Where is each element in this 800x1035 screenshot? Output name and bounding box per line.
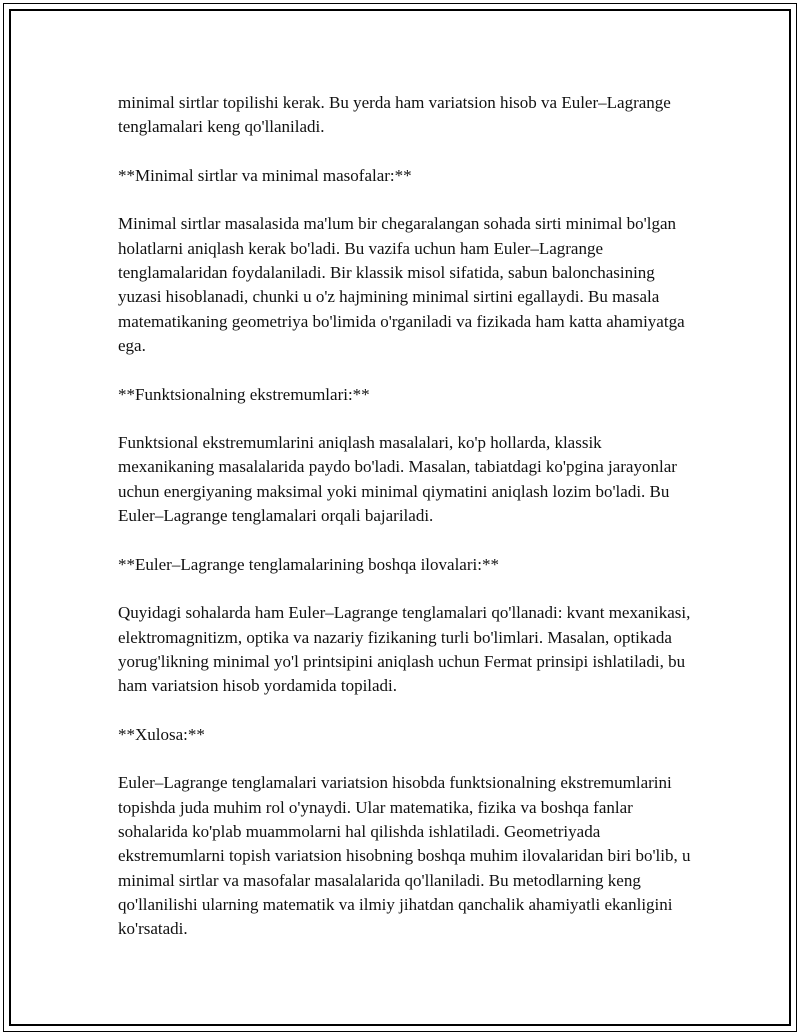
heading-minimal-surfaces: **Minimal sirtlar va minimal masofalar:** xyxy=(118,165,412,185)
paragraph-conclusion: Euler–Lagrange tenglamalari variatsion hisobda funktsionalning ekstremumlarini topishda juda muhim rol o'ynaydi. Ular matematika, fizika va boshqa fanlar sohalarida ko'plab muammolarni hal qilishda ishlatiladi. Geometriyada ekstremumlarni topish variatsion hisobning boshqa muhim ilovalaridan biri bo'lib, u minimal sirtlar va masofalar masalalarida qo'llaniladi. Bu metodlarning keng qo'llanilishi ularning matematik va ilmiy jihatdan qanchalik ahamiyatli ekanligini ko'rsatadi. xyxy=(118,773,691,939)
heading-functional-extrema: **Funktsionalning ekstremumlari:** xyxy=(118,384,370,404)
heading-conclusion: **Xulosa:** xyxy=(118,724,205,744)
paragraph-functional-extrema: Funktsional ekstremumlarini aniqlash masalalari, ko'p hollarda, klassik mexanikaning masalalarida paydo bo'ladi. Masalan, tabiatdagi ko'pgina jarayonlar uchun energiyaning maksimal yoki minimal qiymatini aniqlash lozim bo'ladi. Bu Euler–Lagrange tenglamalari orqali bajariladi. xyxy=(118,433,677,526)
document-body xyxy=(118,91,693,941)
heading-other-applications: **Euler–Lagrange tenglamalarining boshqa ilovalari:** xyxy=(118,554,499,574)
paragraph-intro-continuation: minimal sirtlar topilishi kerak. Bu yerda ham variatsion hisob va Euler–Lagrange tenglamalari keng qo'llaniladi. xyxy=(118,93,671,137)
paragraph-minimal-surfaces: Minimal sirtlar masalasida ma'lum bir chegaralangan sohada sirti minimal bo'lgan holatlarni aniqlash kerak bo'ladi. Bu vazifa uchun ham Euler–Lagrange tenglamalaridan foydalaniladi. Bir klassik misol sifatida, sabun balonchasining yuzasi hisoblanadi, chunki u o'z hajmining minimal sirtini egallaydi. Bu masala matematikaning geometriya bo'limida o'rganiladi va fizikada ham katta ahamiyatga ega. xyxy=(118,214,685,355)
paragraph-other-applications: Quyidagi sohalarda ham Euler–Lagrange tenglamalari qo'llanadi: kvant mexanikasi, elektromagnitizm, optika va nazariy fizikaning turli bo'limlari. Masalan, optikada yorug'likning minimal yo'l printsipini aniqlash uchun Fermat prinsipi ishlatiladi, bu ham variatsion hisob yordamida topiladi. xyxy=(118,603,691,696)
